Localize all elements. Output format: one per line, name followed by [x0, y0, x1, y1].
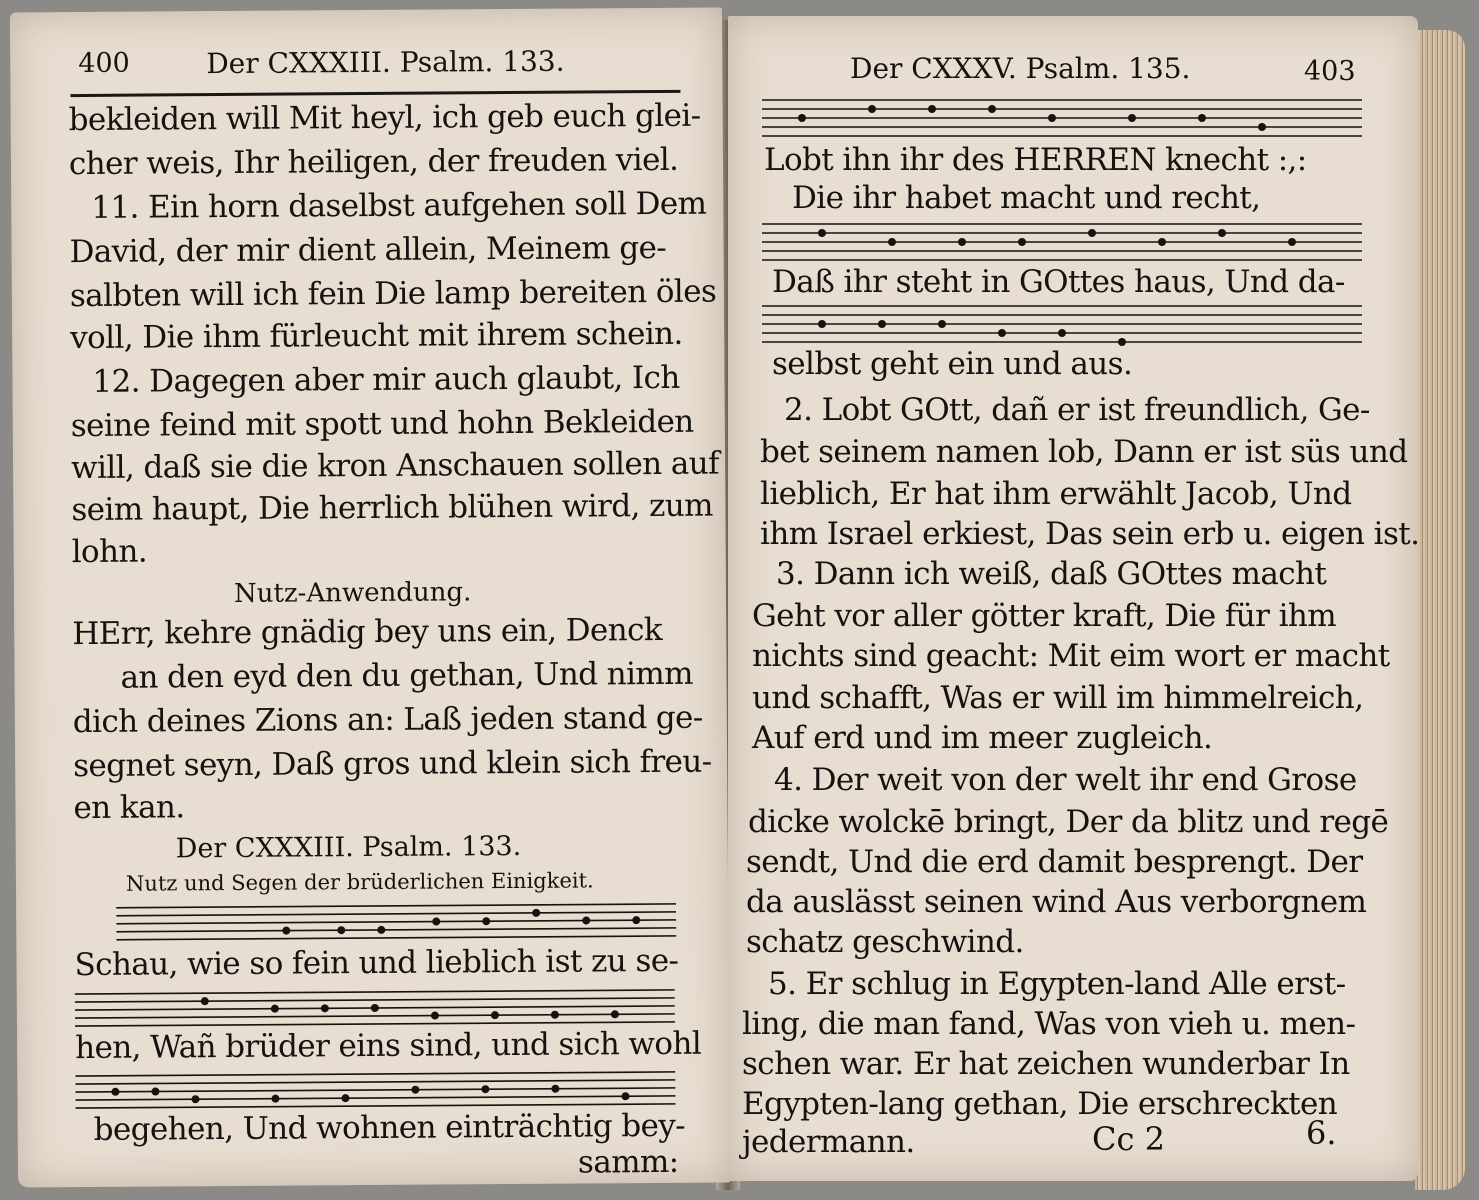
section-heading: Nutz-Anwendung. [233, 577, 472, 609]
right-line-5: 3. Dann ich weiß, daß GOttes macht [776, 556, 1327, 592]
right-line-2: bet seinem namen lob, Dann er ist süs und [760, 434, 1408, 470]
right-line-10: 4. Der weit von der welt ihr end Grose [774, 762, 1357, 798]
right-line-4: ihm Israel erkiest, Das sein erb u. eigen ist. [760, 516, 1420, 552]
left-line-5: salbten will ich fein Die lamp bereiten öles [69, 273, 717, 315]
left-line-2: cher weis, Ihr heiligen, der freuden viel. [68, 141, 679, 183]
psalm-subtitle: Nutz und Segen der brüderlichen Einigkeit. [125, 868, 594, 896]
right-line-13: da auslässt seinen wind Aus verborgnem [746, 884, 1367, 920]
right-line-15: 5. Er schlug in Egypten-land Alle erst- [768, 966, 1346, 1002]
right-line-19: jedermann. [742, 1124, 915, 1160]
music-staff-2 [75, 986, 675, 1030]
application-line-5: en kan. [73, 789, 185, 827]
application-line-3: dich deines Zions an: Laß jeden stand ge- [72, 699, 703, 741]
right-line-12: sendt, Und die erd damit besprengt. Der [746, 844, 1363, 880]
left-running-head: Der CXXXIII. Psalm. 133. [206, 44, 565, 81]
left-line-3: 11. Ein horn daselbst aufgehen soll Dem [91, 185, 707, 226]
right-hymn-line-4: selbst geht ein und aus. [772, 346, 1133, 382]
left-line-9: will, daß sie die kron Anschauen sollen auf [70, 445, 720, 487]
right-hymn-line-1: Lobt ihn ihr des HERREN knecht :,: [764, 142, 1307, 178]
right-line-17: schen war. Er hat zeichen wunderbar In [742, 1046, 1350, 1082]
psalm-title: Der CXXXIII. Psalm. 133. [175, 830, 522, 865]
left-line-8: seine feind mit spott und hohn Bekleiden [70, 403, 694, 445]
right-running-head: Der CXXXV. Psalm. 135. [850, 52, 1191, 85]
catchword: 6. [1306, 1114, 1337, 1152]
right-hymn-line-3: Daß ihr steht in GOttes haus, Und da- [772, 264, 1345, 300]
right-line-16: ling, die man fand, Was von vieh u. men- [742, 1006, 1356, 1042]
hymn-line-4: samm: [577, 1143, 679, 1181]
right-hymn-line-2: Die ihr habet macht und recht, [792, 180, 1261, 216]
right-line-7: nichts sind geacht: Mit eim wort er macht [752, 638, 1390, 674]
right-line-6: Geht vor aller götter kraft, Die für ihm [752, 598, 1337, 634]
music-staff-3 [75, 1068, 675, 1112]
hymn-line-3: begehen, Und wohnen einträchtig bey- [93, 1107, 686, 1148]
music-staff-5 [762, 220, 1362, 264]
application-line-4: segnet seyn, Daß gros und klein sich freu- [73, 743, 712, 785]
left-line-6: voll, Die ihm fürleucht mit ihrem schein. [70, 315, 683, 357]
left-line-10: seim haupt, Die herrlich blühen wird, zum [71, 487, 714, 529]
right-page [728, 16, 1418, 1181]
left-line-1: bekleiden will Mit heyl, ich geb euch glei- [68, 97, 701, 139]
page-edges [1415, 30, 1465, 1190]
hymn-line-2: hen, Wañ brüder eins sind, und sich wohl [75, 1025, 702, 1067]
music-staff-4 [762, 96, 1362, 140]
right-line-3: lieblich, Er hat ihm erwählt Jacob, Und [760, 476, 1352, 512]
right-line-11: dicke wolckē bringt, Der da blitz und regē [748, 804, 1389, 840]
left-line-7: 12. Dagegen aber mir auch glaubt, Ich [92, 359, 680, 400]
right-line-1: 2. Lobt GOtt, dañ er ist freundlich, Ge- [784, 392, 1370, 428]
application-line-2: an den eyd den du gethan, Und nimm [120, 655, 694, 696]
left-header-rule [70, 90, 680, 97]
signature-mark: Cc 2 [1092, 1120, 1165, 1158]
music-staff-6 [762, 302, 1362, 346]
application-line-1: HErr, kehre gnädig bey uns ein, Denck [72, 611, 663, 653]
right-line-18: Egypten-lang gethan, Die erschreckten [742, 1086, 1338, 1122]
left-line-11: lohn. [71, 533, 148, 571]
hymn-line-1: Schau, wie so fein und lieblich ist zu se- [74, 942, 679, 984]
right-line-9: Auf erd und im meer zugleich. [752, 720, 1213, 756]
left-page [10, 8, 730, 1188]
music-staff-1 [116, 900, 676, 944]
left-line-4: David, der mir dient allein, Meinem ge- [69, 229, 667, 271]
left-page-number: 400 [78, 47, 130, 80]
right-page-number: 403 [1304, 56, 1356, 87]
right-line-14: schatz geschwind. [746, 924, 1024, 960]
right-line-8: und schafft, Was er will im himmelreich, [752, 680, 1364, 716]
